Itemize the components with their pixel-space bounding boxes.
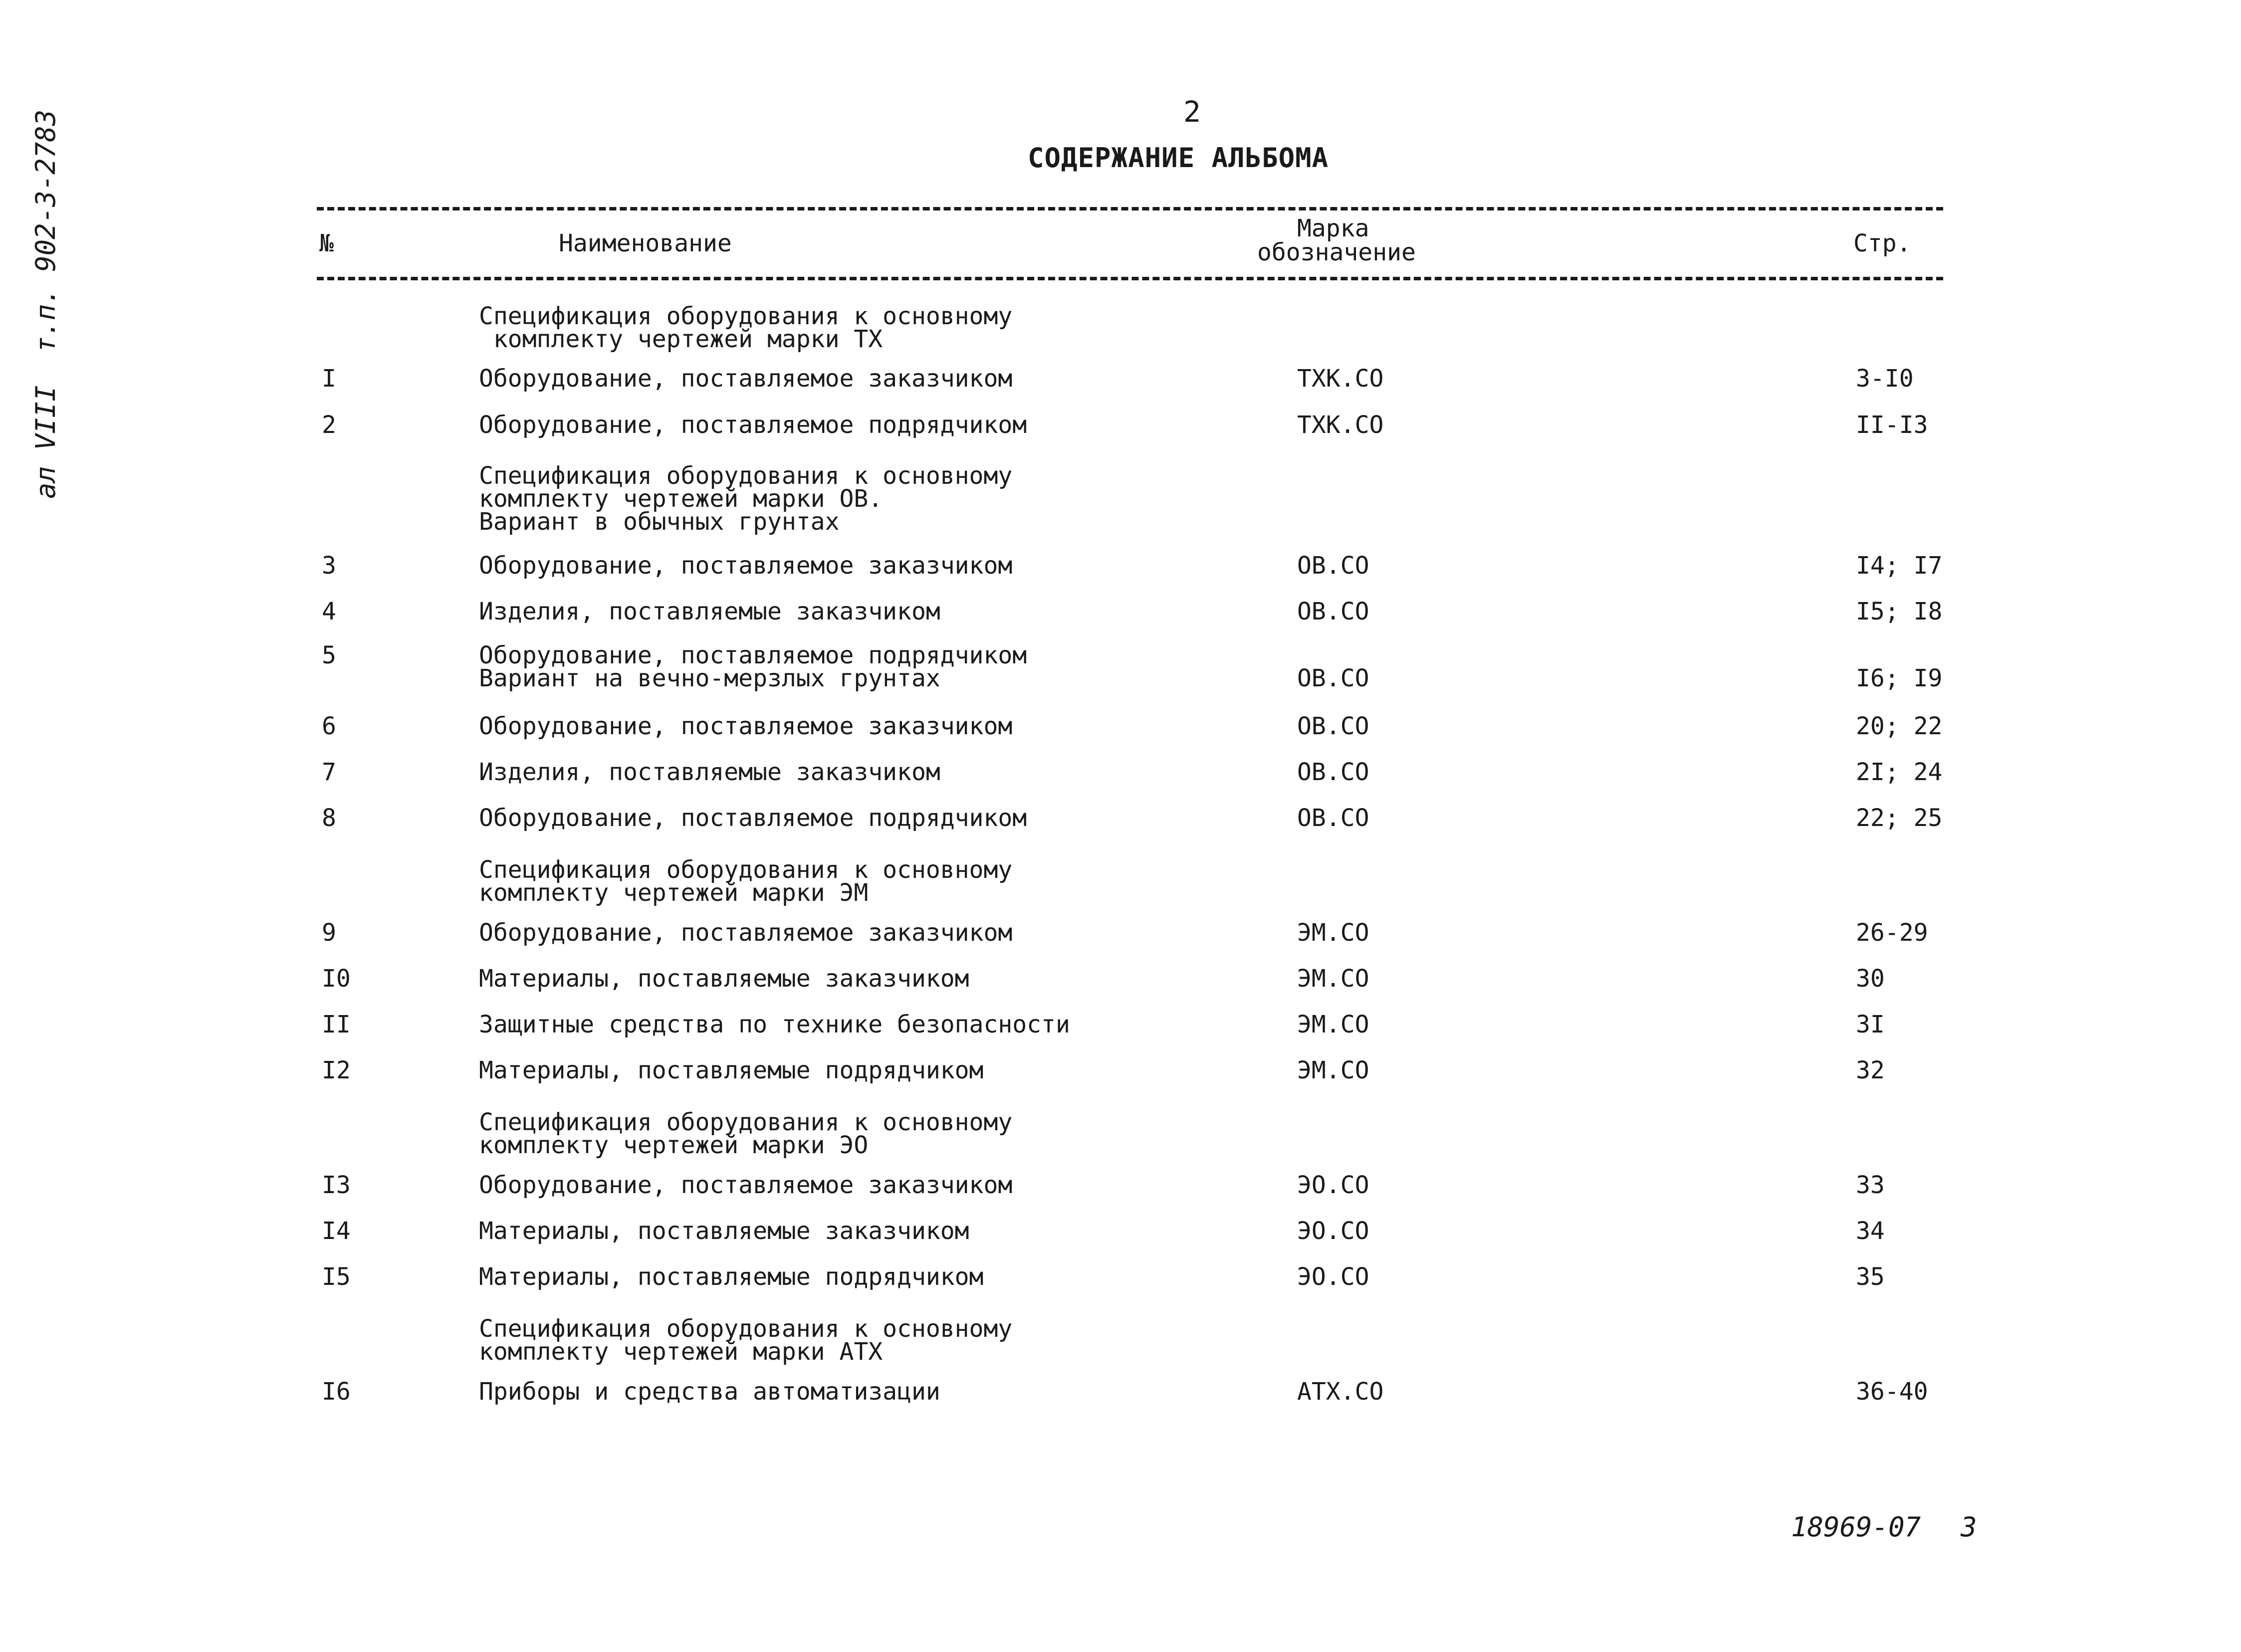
- row-number: 8: [322, 804, 336, 832]
- row-mark: ЭО.СО: [1297, 1217, 1369, 1245]
- row-page: 32: [1856, 1056, 1885, 1084]
- row-number: I3: [322, 1171, 351, 1199]
- row-number: I4: [322, 1217, 351, 1245]
- section-heading-line: комплекту чертежей марки ОВ.: [479, 485, 883, 513]
- row-name: Приборы и средства автоматизации: [479, 1378, 940, 1406]
- row-mark: ТХК.СО: [1297, 365, 1384, 393]
- row-page: 3-I0: [1856, 365, 1914, 393]
- row-number: I6: [322, 1378, 351, 1406]
- header-mark-line1: Марка: [1297, 214, 1369, 242]
- row-page: 26-29: [1856, 919, 1928, 947]
- row-name: Материалы, поставляемые заказчиком: [479, 965, 969, 993]
- section-heading-line: комплекту чертежей марки АТХ: [479, 1338, 883, 1366]
- footer-code: 18969-07: [1791, 1511, 1921, 1543]
- row-page: 20; 22: [1856, 712, 1943, 740]
- row-page: 34: [1856, 1217, 1885, 1245]
- row-number: I: [322, 365, 336, 393]
- row-page: 35: [1856, 1263, 1885, 1291]
- section-heading-line: Спецификация оборудования к основному: [479, 462, 1013, 490]
- row-page: I5; I8: [1856, 598, 1943, 625]
- row-number: 9: [322, 919, 336, 947]
- row-number: 2: [322, 411, 336, 439]
- header-bottom-rule: [317, 277, 1943, 280]
- header-num: №: [319, 229, 334, 257]
- row-number: I2: [322, 1056, 351, 1084]
- row-page: II-I3: [1856, 411, 1928, 439]
- row-page: 33: [1856, 1171, 1885, 1199]
- row-number: 4: [322, 598, 336, 625]
- row-name: Изделия, поставляемые заказчиком: [479, 758, 940, 786]
- row-number: I0: [322, 965, 351, 993]
- header-page: Стр.: [1853, 229, 1911, 257]
- row-name: Материалы, поставляемые подрядчиком: [479, 1263, 984, 1291]
- header-top-rule: [317, 207, 1943, 210]
- row-name: Оборудование, поставляемое заказчиком: [479, 365, 1013, 393]
- row-page: 30: [1856, 965, 1885, 993]
- row-number: 5: [322, 641, 336, 669]
- row-mark: ЭО.СО: [1297, 1263, 1369, 1291]
- row-page: I6; I9: [1856, 664, 1943, 692]
- row-name: Оборудование, поставляемое подрядчиком: [479, 641, 1027, 669]
- header-name: Наименование: [559, 229, 732, 257]
- row-name: Оборудование, поставляемое заказчиком: [479, 919, 1013, 947]
- page-title: СОДЕРЖАНИЕ АЛЬБОМА: [1028, 142, 1329, 174]
- section-heading-line: комплекту чертежей марки ЭО: [479, 1131, 869, 1159]
- row-name: Материалы, поставляемые подрядчиком: [479, 1056, 984, 1084]
- row-page: I4; I7: [1856, 552, 1943, 580]
- row-mark: ЭМ.СО: [1297, 919, 1369, 947]
- row-page: 22; 25: [1856, 804, 1943, 832]
- section-heading-line: Спецификация оборудования к основному: [479, 1108, 1013, 1136]
- row-number: 7: [322, 758, 336, 786]
- row-number: II: [322, 1011, 351, 1038]
- section-heading-line: комплекту чертежей марки ТХ: [479, 325, 883, 353]
- footer-page: 3: [1961, 1511, 1977, 1543]
- row-number: 3: [322, 552, 336, 580]
- row-mark: ОВ.СО: [1297, 712, 1369, 740]
- row-page: 36-40: [1856, 1378, 1928, 1406]
- row-page: 3I: [1856, 1011, 1885, 1038]
- row-name: Изделия, поставляемые заказчиком: [479, 598, 940, 625]
- row-mark: ОВ.СО: [1297, 758, 1369, 786]
- page-number: 2: [1183, 95, 1201, 129]
- row-number: I5: [322, 1263, 351, 1291]
- row-mark: ЭМ.СО: [1297, 1056, 1369, 1084]
- row-mark: ОВ.СО: [1297, 804, 1369, 832]
- row-name: Оборудование, поставляемое подрядчиком: [479, 411, 1027, 439]
- row-mark: ОВ.СО: [1297, 598, 1369, 625]
- row-name: Оборудование, поставляемое заказчиком: [479, 712, 1013, 740]
- row-mark: ЭО.СО: [1297, 1171, 1369, 1199]
- header-mark-line2: обозначение: [1257, 238, 1416, 266]
- row-mark: ЭМ.СО: [1297, 965, 1369, 993]
- row-number: 6: [322, 712, 336, 740]
- section-heading-line: Спецификация оборудования к основному: [479, 856, 1013, 884]
- row-mark: ОВ.СО: [1297, 664, 1369, 692]
- row-mark: ТХК.СО: [1297, 411, 1384, 439]
- section-heading-line: Спецификация оборудования к основному: [479, 1315, 1013, 1343]
- section-heading-line: Вариант в обычных грунтах: [479, 508, 840, 536]
- row-name: Защитные средства по технике безопасности: [479, 1011, 1070, 1038]
- row-mark: ОВ.СО: [1297, 552, 1369, 580]
- row-subname: Вариант на вечно-мерзлых грунтах: [479, 664, 940, 692]
- row-page: 2I; 24: [1856, 758, 1943, 786]
- section-heading-line: Спецификация оборудования к основному: [479, 302, 1013, 330]
- row-name: Оборудование, поставляемое подрядчиком: [479, 804, 1027, 832]
- row-name: Материалы, поставляемые заказчиком: [479, 1217, 969, 1245]
- row-mark: ЭМ.СО: [1297, 1011, 1369, 1038]
- row-name: Оборудование, поставляемое заказчиком: [479, 1171, 1013, 1199]
- row-name: Оборудование, поставляемое заказчиком: [479, 552, 1013, 580]
- row-mark: АТХ.СО: [1297, 1378, 1384, 1406]
- section-heading-line: комплекту чертежей марки ЭМ: [479, 879, 869, 907]
- margin-note: ал VIII т.п. 902-3-2783: [30, 109, 61, 499]
